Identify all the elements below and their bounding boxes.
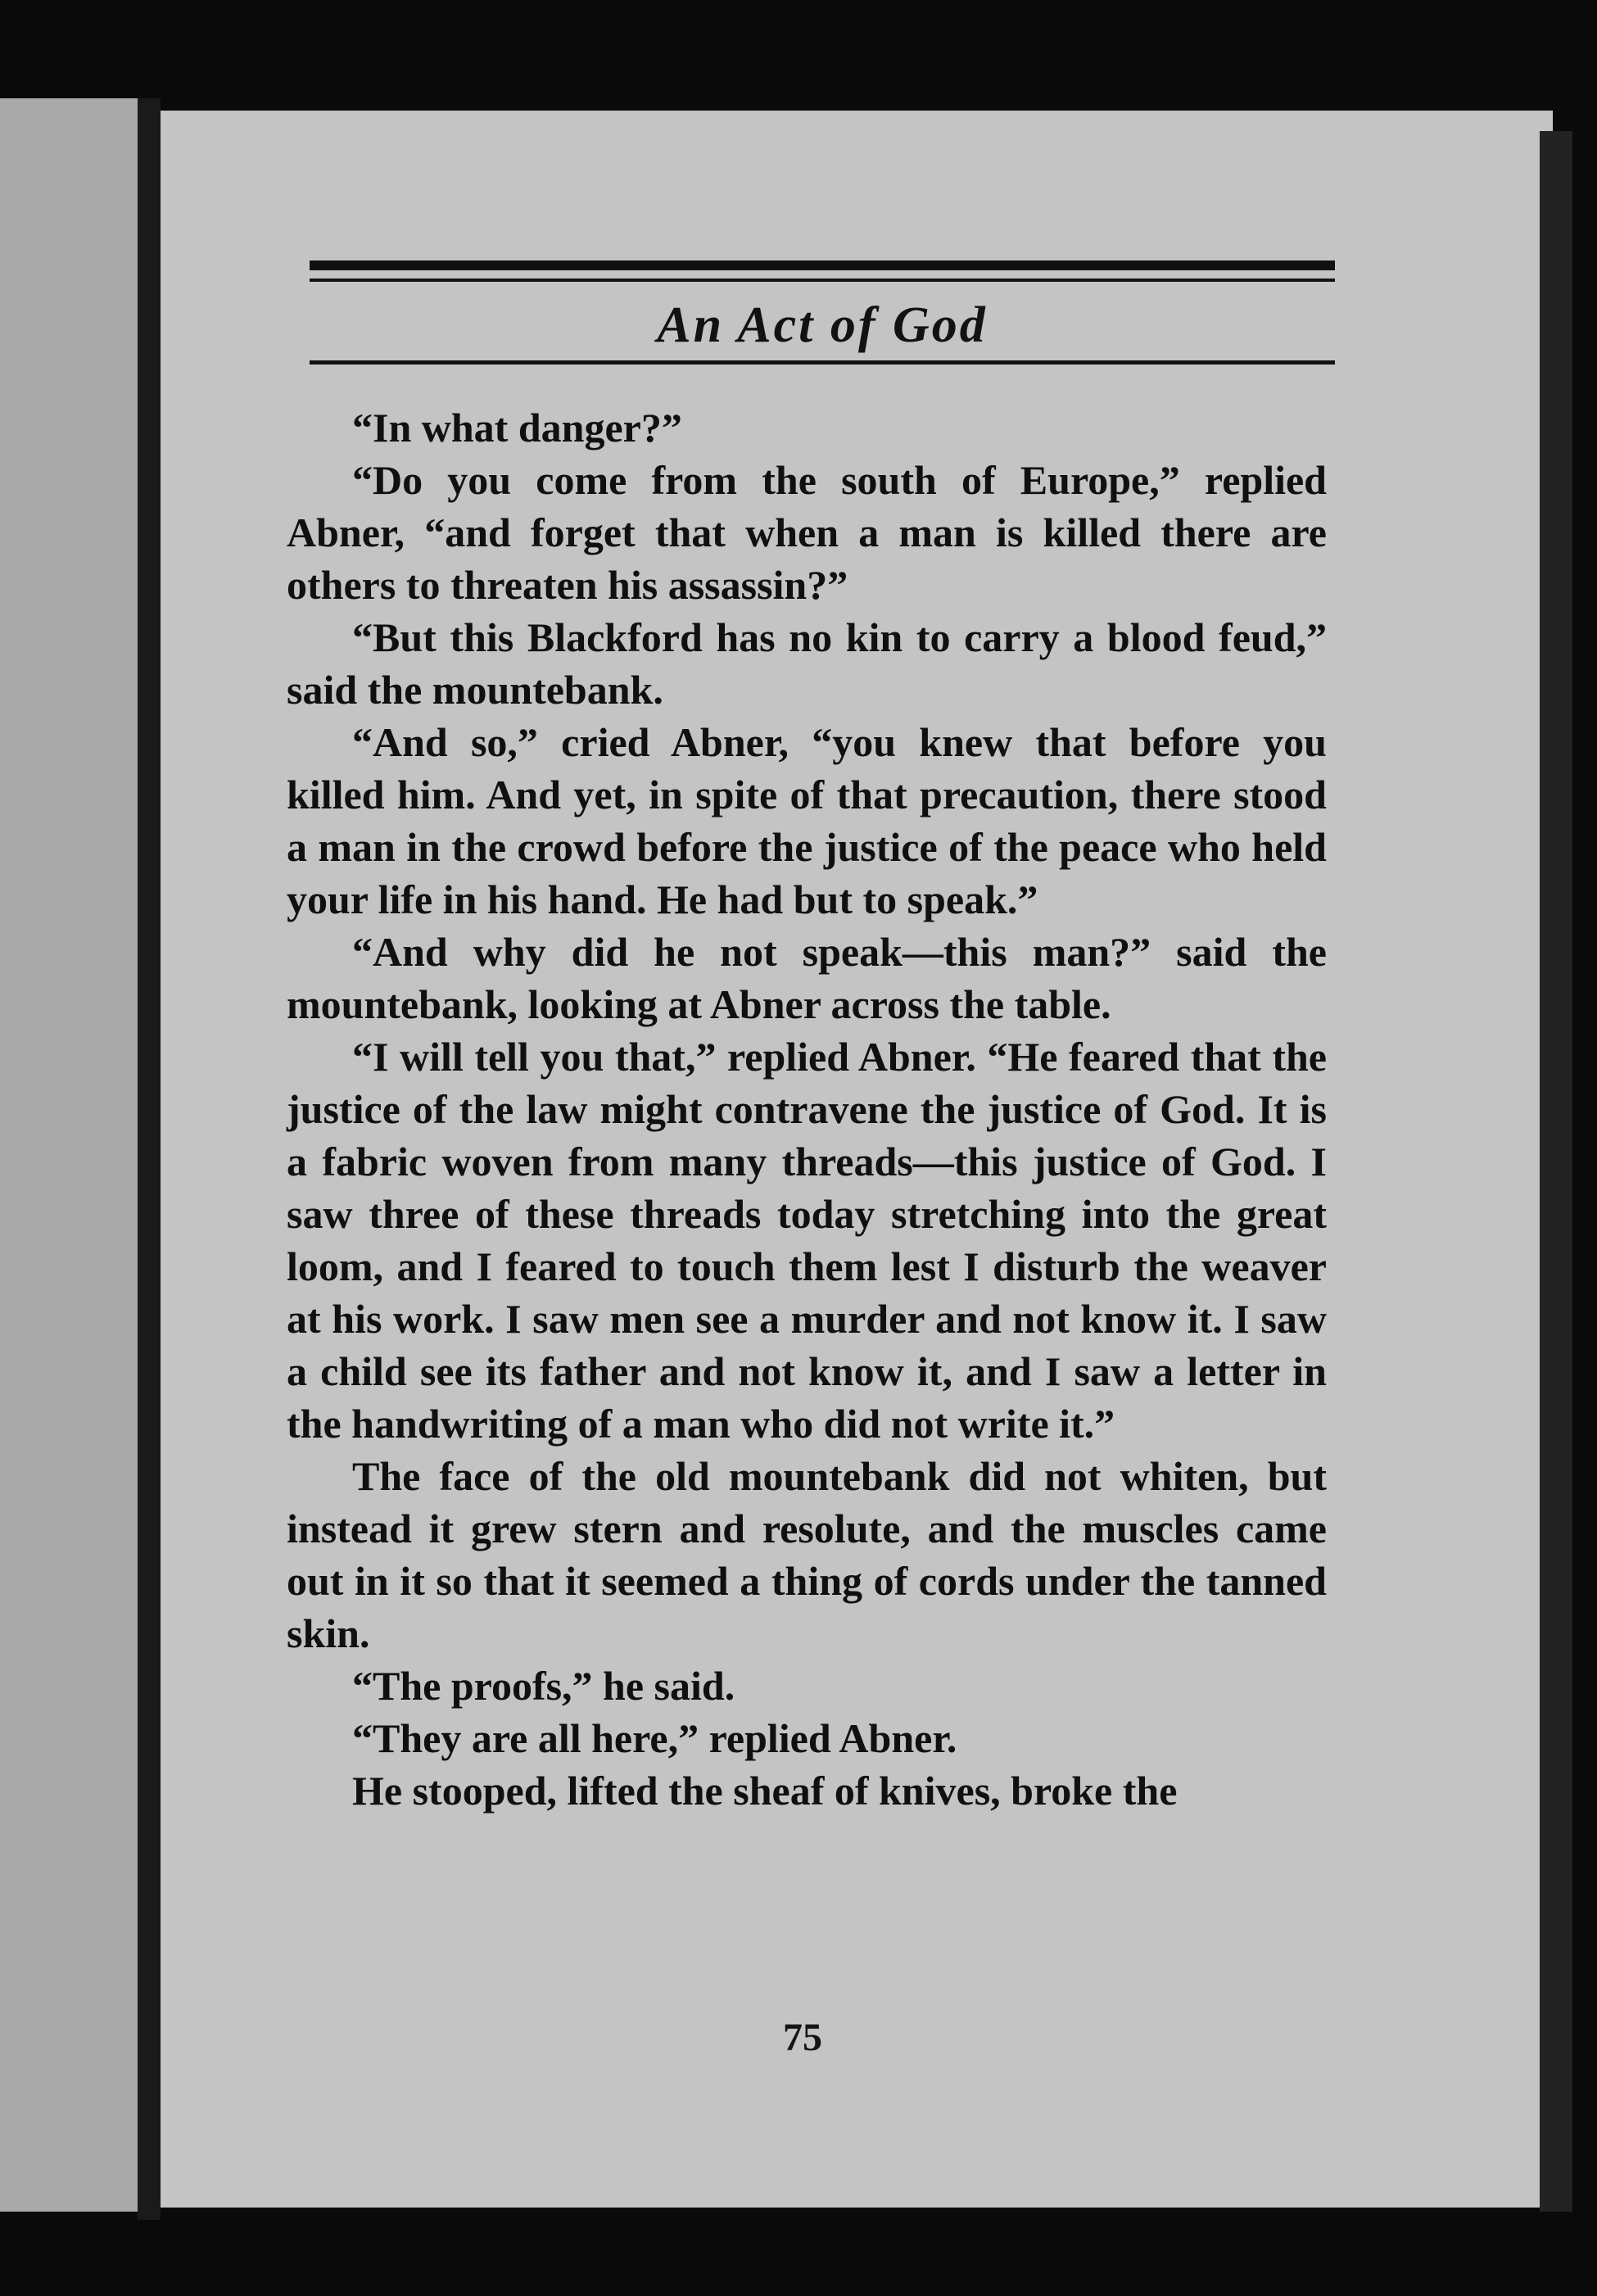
body-text — [287, 401, 1327, 1817]
facing-page-edge — [0, 98, 156, 2212]
paragraph: “They are all here,” replied Abner. — [352, 1715, 957, 1761]
header-rule-bottom — [310, 360, 1335, 365]
paragraph: “But this Blackford has no kin to carry a blood feud,” said the mountebank. — [287, 614, 1327, 713]
page-number: 75 — [783, 2016, 822, 2059]
page-edge-shadow — [1540, 131, 1572, 2212]
book-gutter — [138, 98, 161, 2220]
paragraph: “And so,” cried Abner, “you knew that before you killed him. And yet, in spite of that precaution, there stood a man in the crowd before the justice of the peace who held your life in his hand. He had but to speak.” — [287, 719, 1327, 922]
paragraph: “I will tell you that,” replied Abner. “He feared that the justice of the law might contravene the justice of God. It is a fabric woven from many threads—this justice of God. I saw three of these threads today stretching into the great loom, and I feared to touch them lest I disturb the weaver at his work. I saw men see a murder and not know it. I saw a child see its father and not know it, and I saw a letter in the handwriting of a man who did not write it.” — [287, 1034, 1327, 1447]
paragraph: “The proofs,” he said. — [352, 1663, 735, 1709]
running-head: An Act of God — [657, 297, 988, 353]
paragraph: “And why did he not speak—this man?” said the mountebank, looking at Abner across the table. — [287, 929, 1327, 1027]
header-rule-thick — [310, 260, 1335, 270]
paragraph: The face of the old mountebank did not whiten, but instead it grew stern and resolute, and the muscles came out in it so that it seemed a thing of cords under the tanned skin. — [287, 1453, 1327, 1656]
paragraph: “Do you come from the south of Europe,” replied Abner, “and forget that when a man is killed there are others to threaten his assassin?” — [287, 457, 1327, 608]
paragraph: “In what danger?” — [352, 405, 682, 451]
header-rule-thin — [310, 279, 1335, 282]
paragraph: He stooped, lifted the sheaf of knives, broke the — [352, 1768, 1178, 1814]
